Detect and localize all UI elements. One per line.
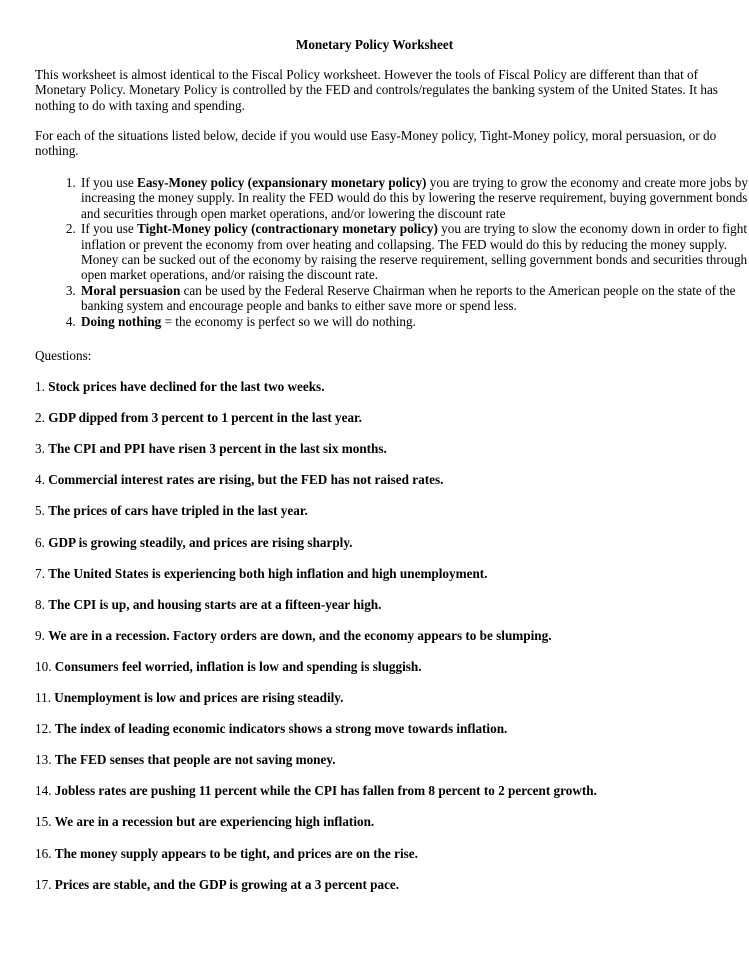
question-item <box>35 628 725 643</box>
question-text: The United States is experiencing both high inflation and high unemployment. <box>48 565 488 581</box>
question-text: The CPI is up, and housing starts are at a fifteen-year high. <box>48 596 382 612</box>
question-number: 5. <box>35 503 45 519</box>
question-item <box>35 441 725 456</box>
question-number: 16. <box>35 845 52 861</box>
policy-name: Tight-Money policy (contractionary monetary policy) <box>137 221 438 237</box>
question-text: Commercial interest rates are rising, but the FED has not raised rates. <box>48 472 444 488</box>
question-number: 11. <box>35 690 51 705</box>
question-text: Jobless rates are pushing 11 percent while the CPI has fallen from 8 percent to 2 percent growth. <box>54 783 597 799</box>
question-number: 10. <box>35 658 52 674</box>
question-item <box>35 535 725 550</box>
question-text: We are in a recession but are experiencing high inflation. <box>54 814 375 830</box>
policy-item <box>79 221 749 283</box>
question-number: 8. <box>35 596 45 612</box>
question-text: The index of leading economic indicators shows a strong move towards inflation. <box>54 721 508 737</box>
policy-item <box>79 314 749 329</box>
page-title: Monetary Policy Worksheet <box>295 37 454 52</box>
question-item <box>35 877 725 892</box>
policy-list <box>35 175 749 329</box>
question-number: 2. <box>35 410 45 426</box>
question-text: Stock prices have declined for the last two weeks. <box>48 379 325 394</box>
question-item <box>35 690 725 705</box>
question-item <box>35 659 725 674</box>
question-number: 4. <box>35 472 45 488</box>
question-item <box>35 721 725 736</box>
policy-item <box>79 175 749 221</box>
question-text: The money supply appears to be tight, and prices are on the rise. <box>54 845 418 861</box>
question-text: GDP is growing steadily, and prices are rising sharply. <box>48 534 353 550</box>
question-number: 9. <box>35 627 45 643</box>
policy-name: Easy-Money policy (expansionary monetary policy) <box>137 175 427 190</box>
question-item <box>35 814 725 829</box>
question-text: The prices of cars have tripled in the last year. <box>48 503 308 519</box>
question-item <box>35 379 725 394</box>
intro-paragraph: This worksheet is almost identical to the Fiscal Policy worksheet. However the tools of Fiscal Policy are different than that of Monetary Policy. Monetary Policy is controlled by the FED and controls/regulates the banking system of the United States. It has nothing to do with taxing and spending. <box>35 67 718 113</box>
question-number: 14. <box>35 783 52 799</box>
policy-desc: you are trying to grow the economy and create more jobs by increasing the money supply. In reality the FED would do this by lowering the reserve requirement, buying government bonds and securities through open market operations, and/or lowering the discount rate <box>81 175 748 221</box>
policy-desc: you are trying to slow the economy down in order to fight inflation or prevent the economy from over heating and collapsing. The FED would do this by reducing the money supply. Money can be sucked out of the economy by raising the reserve requirement, selling government bonds and securities through open market operations, and/or raising the discount rate. <box>81 221 748 283</box>
question-item <box>35 566 725 581</box>
question-item <box>35 783 725 798</box>
question-text: The CPI and PPI have risen 3 percent in the last six months. <box>48 441 387 457</box>
question-text: Prices are stable, and the GDP is growing at a 3 percent pace. <box>54 876 400 892</box>
question-text: GDP dipped from 3 percent to 1 percent in the last year. <box>48 410 362 426</box>
policy-name: Doing nothing <box>81 313 162 329</box>
question-item <box>35 410 725 425</box>
question-number: 17. <box>35 876 52 892</box>
instructions-paragraph: For each of the situations listed below, decide if you would use Easy-Money policy, Tight-Money policy, moral persuasion, or do nothing. <box>35 128 717 159</box>
policy-name: Moral persuasion <box>81 282 181 298</box>
policy-desc: can be used by the Federal Reserve Chairman when he reports to the American people on the state of the banking system and encourage people and banks to either save more or spend less. <box>81 282 736 314</box>
question-text: Consumers feel worried, inflation is low and spending is sluggish. <box>54 658 422 674</box>
question-number: 1. <box>35 379 45 394</box>
questions-heading: Questions: <box>35 348 92 363</box>
question-number: 12. <box>35 721 52 737</box>
question-number: 7. <box>35 565 45 581</box>
policy-pre: If you use <box>81 221 138 237</box>
question-item <box>35 846 725 861</box>
question-number: 3. <box>35 441 45 457</box>
policy-desc: = the economy is perfect so we will do nothing. <box>161 313 416 329</box>
question-item <box>35 472 725 487</box>
question-text: The FED senses that people are not saving money. <box>54 752 336 768</box>
policy-item <box>79 283 749 314</box>
policy-pre: If you use <box>81 175 138 190</box>
question-item <box>35 752 725 767</box>
question-number: 6. <box>35 534 45 550</box>
question-text: Unemployment is low and prices are rising steadily. <box>54 690 344 705</box>
question-item <box>35 597 725 612</box>
question-item <box>35 503 725 518</box>
question-number: 13. <box>35 752 52 768</box>
question-text: We are in a recession. Factory orders are down, and the economy appears to be slumping. <box>48 627 552 643</box>
question-number: 15. <box>35 814 52 830</box>
